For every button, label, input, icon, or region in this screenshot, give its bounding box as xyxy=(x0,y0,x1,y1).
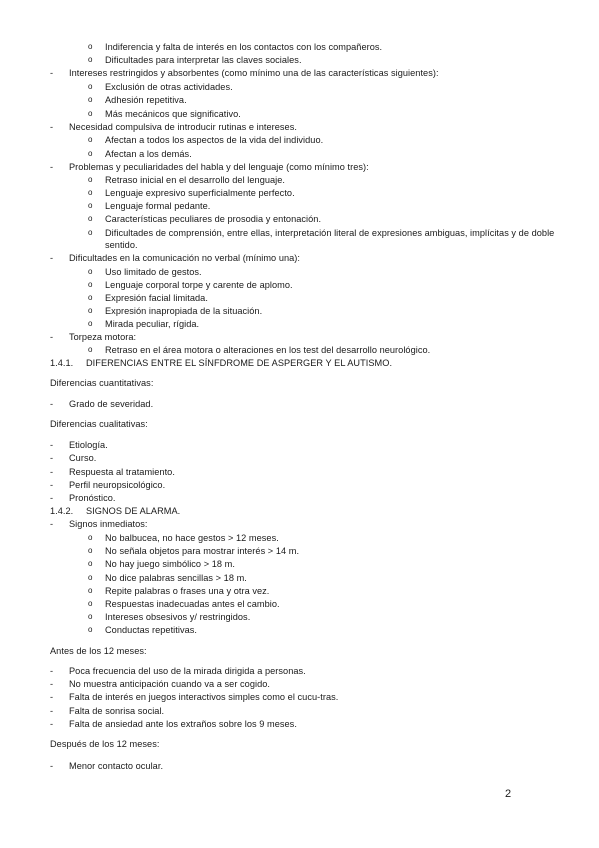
sub-bullet-item: Expresión facial limitada. xyxy=(105,293,208,303)
sub-bullet-item: Características peculiares de prosodia y entonación. xyxy=(105,214,322,224)
circle-bullet: o xyxy=(88,109,93,118)
dash-bullet: - xyxy=(50,453,54,463)
dash-bullet: - xyxy=(50,519,54,529)
circle-bullet: o xyxy=(88,175,93,184)
sub-bullet-item: Repite palabras o frases una y otra vez. xyxy=(105,586,270,596)
sub-bullet-item: No hay juego simbólico > 18 m. xyxy=(105,559,235,569)
subheading: Antes de los 12 meses: xyxy=(50,646,147,656)
bullet-item: Respuesta al tratamiento. xyxy=(69,467,175,477)
circle-bullet: o xyxy=(88,55,93,64)
circle-bullet: o xyxy=(88,267,93,276)
circle-bullet: o xyxy=(88,82,93,91)
sub-bullet-item: Conductas repetitivas. xyxy=(105,625,198,635)
dash-bullet: - xyxy=(50,122,54,132)
bullet-item: Poca frecuencia del uso de la mirada dirigida a personas. xyxy=(69,666,306,676)
dash-bullet: - xyxy=(50,679,54,689)
sub-bullet-item: No balbucea, no hace gestos > 12 meses. xyxy=(105,533,279,543)
sub-bullet-item: Dificultades de comprensión, entre ellas, interpretación literal de expresiones ambiguas, implícitas y de doble xyxy=(105,228,555,238)
circle-bullet: o xyxy=(88,625,93,634)
bullet-item: Intereses restringidos y absorbentes (como mínimo una de las características siguientes): xyxy=(69,68,439,78)
sub-bullet-item: Mirada peculiar, rígida. xyxy=(105,319,200,329)
bullet-item: Necesidad compulsiva de introducir rutinas e intereses. xyxy=(69,122,297,132)
dash-bullet: - xyxy=(50,399,54,409)
sub-bullet-item: Retraso en el área motora o alteraciones en los test del desarrollo neurológico. xyxy=(105,345,431,355)
subheading: Después de los 12 meses: xyxy=(50,739,160,749)
bullet-item: Falta de interés en juegos interactivos simples como el cucu-tras. xyxy=(69,692,339,702)
bullet-item: Torpeza motora: xyxy=(69,332,137,342)
bullet-item: Signos inmediatos: xyxy=(69,519,148,529)
bullet-item: Falta de ansiedad ante los extraños sobre los 9 meses. xyxy=(69,719,297,729)
sub-bullet-item: Más mecánicos que significativo. xyxy=(105,109,241,119)
circle-bullet: o xyxy=(88,599,93,608)
dash-bullet: - xyxy=(50,761,54,771)
circle-bullet: o xyxy=(88,228,93,237)
bullet-item: Etiología. xyxy=(69,440,108,450)
sub-bullet-item: No dice palabras sencillas > 18 m. xyxy=(105,573,247,583)
circle-bullet: o xyxy=(88,559,93,568)
dash-bullet: - xyxy=(50,493,54,503)
sub-bullet-item: Lenguaje formal pedante. xyxy=(105,201,211,211)
dash-bullet: - xyxy=(50,719,54,729)
section-heading: SIGNOS DE ALARMA. xyxy=(86,506,181,516)
circle-bullet: o xyxy=(88,586,93,595)
dash-bullet: - xyxy=(50,706,54,716)
bullet-item: Pronóstico. xyxy=(69,493,116,503)
sub-bullet-item: Lenguaje corporal torpe y carente de aplomo. xyxy=(105,280,293,290)
sub-bullet-item: Exclusión de otras actividades. xyxy=(105,82,233,92)
dash-bullet: - xyxy=(50,692,54,702)
circle-bullet: o xyxy=(88,293,93,302)
dash-bullet: - xyxy=(50,480,54,490)
sub-bullet-item: Retraso inicial en el desarrollo del lenguaje. xyxy=(105,175,286,185)
sub-bullet-continuation: sentido. xyxy=(105,240,138,250)
circle-bullet: o xyxy=(88,201,93,210)
circle-bullet: o xyxy=(88,149,93,158)
dash-bullet: - xyxy=(50,666,54,676)
sub-bullet-item: Lenguaje expresivo superficialmente perfecto. xyxy=(105,188,295,198)
circle-bullet: o xyxy=(88,546,93,555)
circle-bullet: o xyxy=(88,214,93,223)
circle-bullet: o xyxy=(88,280,93,289)
sub-bullet-item: Dificultades para interpretar las claves sociales. xyxy=(105,55,302,65)
sub-bullet-item: Expresión inapropiada de la situación. xyxy=(105,306,263,316)
bullet-item: Problemas y peculiaridades del habla y del lenguaje (como mínimo tres): xyxy=(69,162,369,172)
sub-bullet-item: Adhesión repetitiva. xyxy=(105,95,187,105)
section-heading: DIFERENCIAS ENTRE EL SÍNFDROME DE ASPERGER Y EL AUTISMO. xyxy=(86,358,393,368)
bullet-item: Falta de sonrisa social. xyxy=(69,706,165,716)
subheading: Diferencias cuantitativas: xyxy=(50,378,154,388)
circle-bullet: o xyxy=(88,612,93,621)
dash-bullet: - xyxy=(50,467,54,477)
bullet-item: Menor contacto ocular. xyxy=(69,761,164,771)
dash-bullet: - xyxy=(50,162,54,172)
circle-bullet: o xyxy=(88,135,93,144)
dash-bullet: - xyxy=(50,68,54,78)
subheading: Diferencias cualitativas: xyxy=(50,419,148,429)
circle-bullet: o xyxy=(88,319,93,328)
section-number: 1.4.1. xyxy=(50,358,74,368)
circle-bullet: o xyxy=(88,306,93,315)
sub-bullet-item: Intereses obsesivos y/ restringidos. xyxy=(105,612,251,622)
bullet-item: No muestra anticipación cuando va a ser cogido. xyxy=(69,679,271,689)
bullet-item: Dificultades en la comunicación no verbal (mínimo una): xyxy=(69,253,301,263)
sub-bullet-item: Uso limitado de gestos. xyxy=(105,267,202,277)
bullet-item: Grado de severidad. xyxy=(69,399,154,409)
dash-bullet: - xyxy=(50,332,54,342)
dash-bullet: - xyxy=(50,440,54,450)
sub-bullet-item: Respuestas inadecuadas antes el cambio. xyxy=(105,599,280,609)
sub-bullet-item: No señala objetos para mostrar interés > 14 m. xyxy=(105,546,300,556)
dash-bullet: - xyxy=(50,253,54,263)
circle-bullet: o xyxy=(88,573,93,582)
section-number: 1.4.2. xyxy=(50,506,74,516)
sub-bullet-item: Afectan a todos los aspectos de la vida del individuo. xyxy=(105,135,324,145)
page-number: 2 xyxy=(505,788,512,800)
bullet-item: Perfil neuropsicológico. xyxy=(69,480,166,490)
circle-bullet: o xyxy=(88,188,93,197)
circle-bullet: o xyxy=(88,42,93,51)
sub-bullet-item: Afectan a los demás. xyxy=(105,149,192,159)
bullet-item: Curso. xyxy=(69,453,97,463)
circle-bullet: o xyxy=(88,533,93,542)
sub-bullet-item: Indiferencia y falta de interés en los contactos con los compañeros. xyxy=(105,42,383,52)
circle-bullet: o xyxy=(88,345,93,354)
circle-bullet: o xyxy=(88,95,93,104)
